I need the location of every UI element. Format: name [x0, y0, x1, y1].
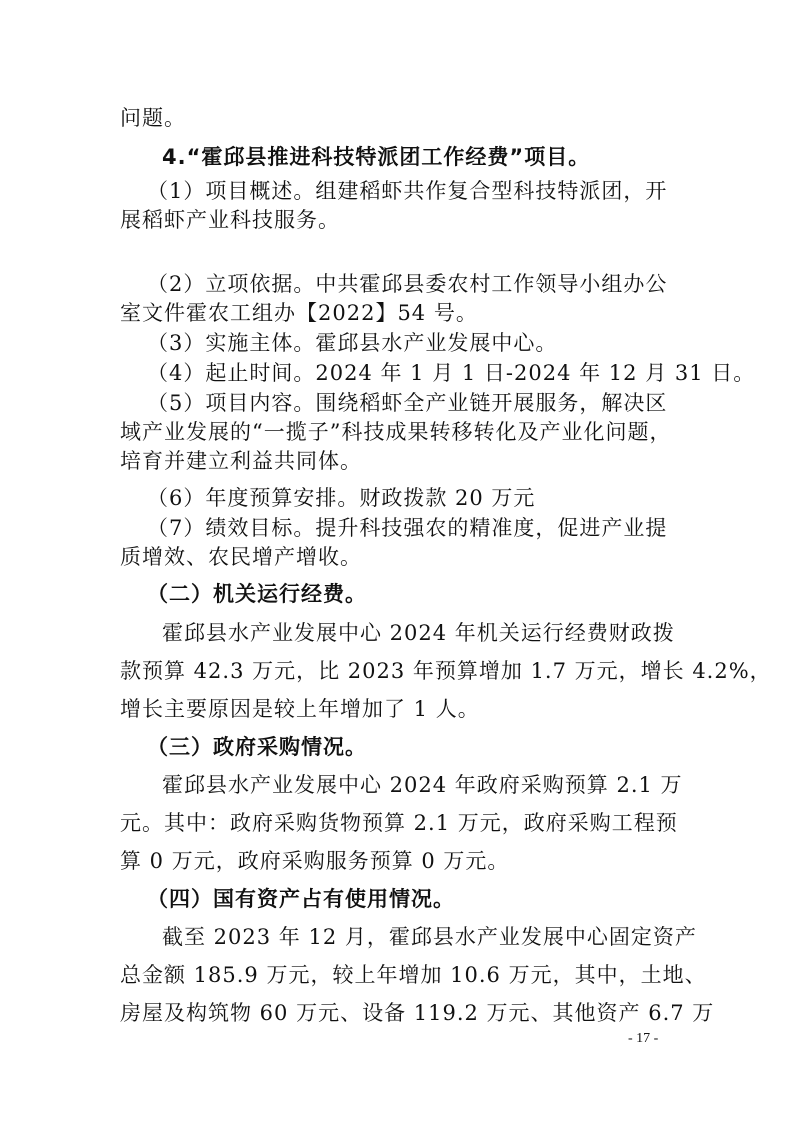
text-line: （2）立项依据。中共霍邱县委农村工作领导小组办公 — [147, 272, 668, 296]
section-heading: （四）国有资产占有使用情况。 — [147, 887, 455, 911]
text-line: 问题。 — [120, 106, 186, 130]
text-line: （5）项目内容。围绕稻虾全产业链开展服务，解决区 — [147, 391, 668, 415]
text-line: 算 0 万元，政府采购服务预算 0 万元。 — [120, 849, 510, 873]
text-line: 室文件霍农工组办【2022】54 号。 — [120, 301, 478, 325]
text-line: 房屋及构筑物 60 万元、设备 119.2 万元、其他资产 6.7 万 — [120, 1001, 715, 1025]
text-line: （3）实施主体。霍邱县水产业发展中心。 — [147, 331, 558, 355]
text-line: 截至 2023 年 12 月，霍邱县水产业发展中心固定资产 — [162, 925, 697, 949]
text-line: 展稻虾产业科技服务。 — [120, 208, 340, 232]
text-line: 霍邱县水产业发展中心 2024 年政府采购预算 2.1 万 — [162, 773, 683, 797]
text-line: 增长主要原因是较上年增加了 1 人。 — [120, 697, 480, 721]
text-line: 质增效、农民增产增收。 — [120, 545, 362, 569]
text-line: 培育并建立利益共同体。 — [120, 449, 362, 473]
text-line: （7）绩效目标。提升科技强农的精准度，促进产业提 — [147, 516, 668, 540]
section-heading: 4.“霍邱县推进科技特派团工作经费”项目。 — [162, 145, 591, 169]
section-heading: （二）机关运行经费。 — [147, 582, 367, 606]
text-line: 霍邱县水产业发展中心 2024 年机关运行经费财政拨 — [162, 621, 675, 645]
text-line: 域产业发展的“一揽子”科技成果转移转化及产业化问题， — [120, 420, 672, 444]
text-line: （6）年度预算安排。财政拨款 20 万元 — [147, 486, 536, 510]
text-line: 总金额 185.9 万元，较上年增加 10.6 万元，其中，土地、 — [120, 963, 707, 987]
section-heading: （三）政府采购情况。 — [147, 735, 367, 759]
text-line: 款预算 42.3 万元，比 2023 年预算增加 1.7 万元，增长 4.2%， — [120, 659, 772, 683]
page-number: - 17 - — [628, 1031, 659, 1046]
text-line: 元。其中：政府采购货物预算 2.1 万元，政府采购工程预 — [120, 811, 678, 835]
text-line: （4）起止时间。2024 年 1 月 1 日-2024 年 12 月 31 日。 — [147, 361, 756, 385]
text-line: （1）项目概述。组建稻虾共作复合型科技特派团，开 — [147, 179, 668, 203]
